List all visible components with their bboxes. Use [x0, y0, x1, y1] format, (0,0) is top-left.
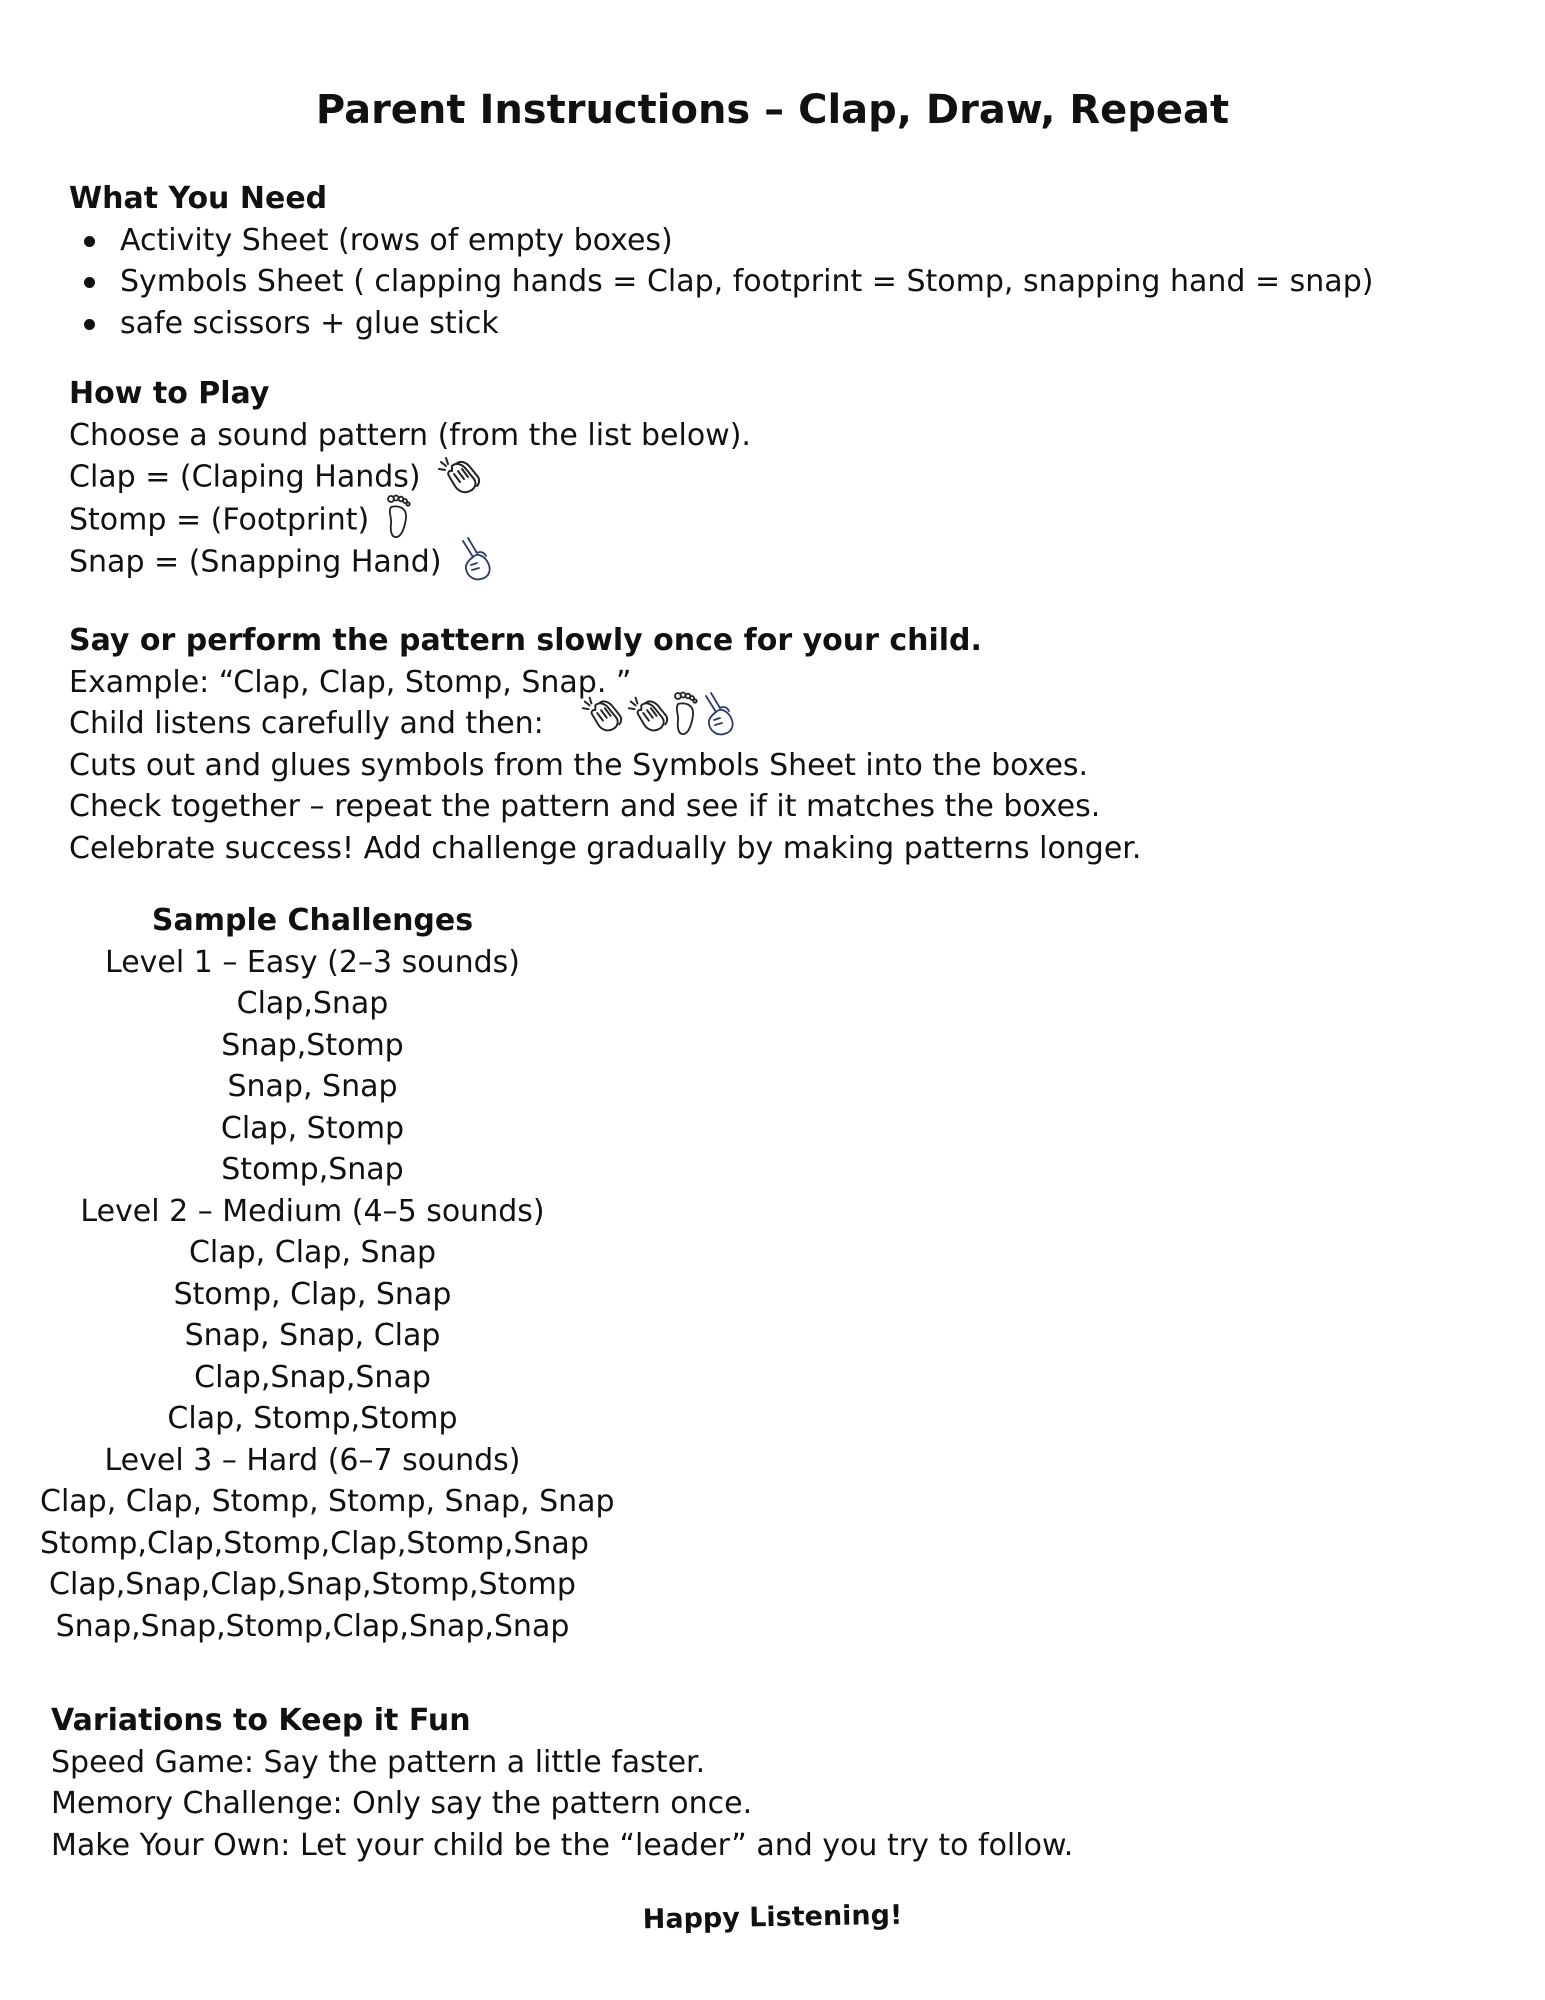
- list-item: Clap,Snap,Snap: [194, 1359, 431, 1395]
- level-2-heading: Level 2 – Medium (4–5 sounds): [80, 1193, 545, 1229]
- challenges-heading: Sample Challenges: [151, 903, 474, 938]
- footer-sign-off: Happy Listening!: [642, 1899, 903, 1936]
- perform-section: [69, 620, 1141, 869]
- perform-heading: Say or perform the pattern slowly once for your child.: [69, 623, 982, 658]
- how-to-play-heading: How to Play: [69, 376, 270, 411]
- what-you-need-section: [69, 178, 1373, 344]
- list-item: Activity Sheet (rows of empty boxes): [69, 220, 1373, 262]
- clapping-hands-icon: [580, 690, 624, 742]
- clap-definition: [69, 456, 751, 498]
- footprint-icon: [672, 690, 698, 742]
- check-line: Check together – repeat the pattern and see if it matches the boxes.: [69, 789, 1101, 824]
- list-item: Snap,Snap,Stomp,Clap,Snap,Snap: [55, 1608, 570, 1644]
- list-item: safe scissors + glue stick: [69, 303, 1373, 345]
- clap-label: Clap = (Claping Hands): [69, 459, 421, 495]
- footprint-icon: [385, 494, 411, 540]
- snap-label: Snap = (Snapping Hand): [69, 544, 442, 580]
- list-item: Speed Game: Say the pattern a little faster.: [51, 1744, 706, 1780]
- list-item: Symbols Sheet ( clapping hands = Clap, footprint = Stomp, snapping hand = snap): [69, 261, 1373, 303]
- clapping-hands-icon: [626, 690, 670, 742]
- listens-line: Child listens carefully and then:: [69, 706, 544, 741]
- celebrate-line: Celebrate success! Add challenge gradually by making patterns longer.: [69, 830, 1142, 866]
- list-item: Snap, Snap: [227, 1069, 398, 1104]
- list-item: Stomp,Clap,Stomp,Clap,Stomp,Snap: [40, 1525, 589, 1561]
- list-item: Snap, Snap, Clap: [184, 1318, 441, 1353]
- list-item: Clap, Stomp,Stomp: [167, 1401, 458, 1436]
- cuts-line: Cuts out and glues symbols from the Symbols Sheet into the boxes.: [69, 747, 1089, 783]
- list-item: Clap, Clap, Stomp, Stomp, Snap, Snap: [40, 1484, 615, 1519]
- snap-definition: [69, 539, 751, 581]
- needs-list: [69, 220, 1373, 345]
- how-to-play-intro: Choose a sound pattern (from the list below).: [69, 417, 751, 453]
- what-you-need-heading: What You Need: [69, 181, 328, 216]
- level-3-heading: Level 3 – Hard (6–7 sounds): [104, 1442, 521, 1478]
- example-line: Example: “Clap, Clap, Stomp, Snap. ”: [69, 664, 632, 700]
- level-1-heading: Level 1 – Easy (2–3 sounds): [105, 944, 520, 980]
- variations-section: [51, 1700, 1073, 1866]
- list-item: Snap,Stomp: [221, 1027, 404, 1063]
- stomp-definition: [69, 498, 751, 540]
- list-item: Make Your Own: Let your child be the “leader” and you try to follow.: [51, 1827, 1074, 1863]
- list-item: Stomp,Snap: [221, 1152, 404, 1187]
- snapping-hand-icon: [457, 535, 495, 583]
- list-item: Clap,Snap,Clap,Snap,Stomp,Stomp: [49, 1567, 576, 1602]
- list-item: Clap, Clap, Snap: [188, 1235, 437, 1270]
- page-title: Parent Instructions – Clap, Draw, Repeat: [315, 87, 1230, 133]
- example-pattern-icons: [580, 690, 738, 742]
- clapping-hands-icon: [436, 452, 482, 496]
- list-item: Memory Challenge: Only say the pattern once.: [51, 1786, 753, 1821]
- stomp-label: Stomp = (Footprint): [69, 502, 370, 537]
- sample-challenges-section: [40, 900, 615, 1647]
- variations-heading: Variations to Keep it Fun: [51, 1703, 471, 1738]
- list-item: Clap, Stomp: [220, 1110, 405, 1146]
- how-to-play-section: [69, 373, 751, 581]
- snapping-hand-icon: [700, 690, 738, 742]
- list-item: Clap,Snap: [236, 986, 389, 1021]
- list-item: Stomp, Clap, Snap: [173, 1276, 452, 1312]
